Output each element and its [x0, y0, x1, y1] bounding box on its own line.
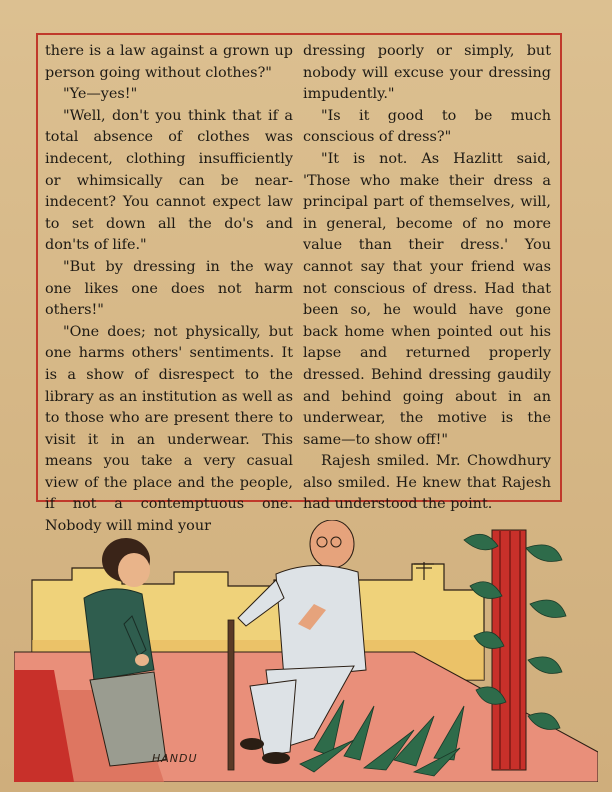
- paragraph: dressing poorly or simply, but nobody will excuse your dressing impudently.": [303, 43, 551, 103]
- paragraph: "One does; not physically, but one harms others' sentiments. It is a show of disrespect to the library as an institution as well as to those who are present there to visit it in an underwear. This means you take a very casual view of the place and the people, if not a contemptuous one. Nobody will mind your: [45, 323, 293, 535]
- paragraph: "But by dressing in the way one likes one does not harm others!": [45, 258, 293, 319]
- artist-signature: HANDU: [152, 752, 198, 765]
- paragraph: there is a law against a grown up person going without clothes?": [45, 43, 293, 81]
- text-box: [36, 33, 562, 535]
- walking-stick: [228, 620, 234, 770]
- paragraph: "Well, don't you think that if a total absence of clothes was indecent, clothing insufficiently or whimsically can be near-indecent? You cannot expect law to set down all the do's and don'ts of life.": [45, 107, 293, 254]
- paragraph: "Is it good to be much conscious of dress?": [303, 107, 551, 146]
- paragraph: "It is not. As Hazlitt said, 'Those who make their dress a principal part of themselves, will, in general, become of no more value than their dress.' You cannot say that your friend was not conscious of dress. Had that been so, he would have gone back home when pointed out his lapse and returned properly dressed. Behind dressing gaudily and behind going about in an underwear, the motive is the same—to show off!": [303, 150, 551, 448]
- left-column: [45, 41, 293, 535]
- paragraph: "Ye—yes!": [63, 86, 138, 103]
- illustration: [14, 520, 598, 782]
- right-column: [303, 41, 551, 513]
- paragraph: Rajesh smiled. Mr. Chowdhury also smiled. He knew that Rajesh had understood the point.: [303, 453, 551, 513]
